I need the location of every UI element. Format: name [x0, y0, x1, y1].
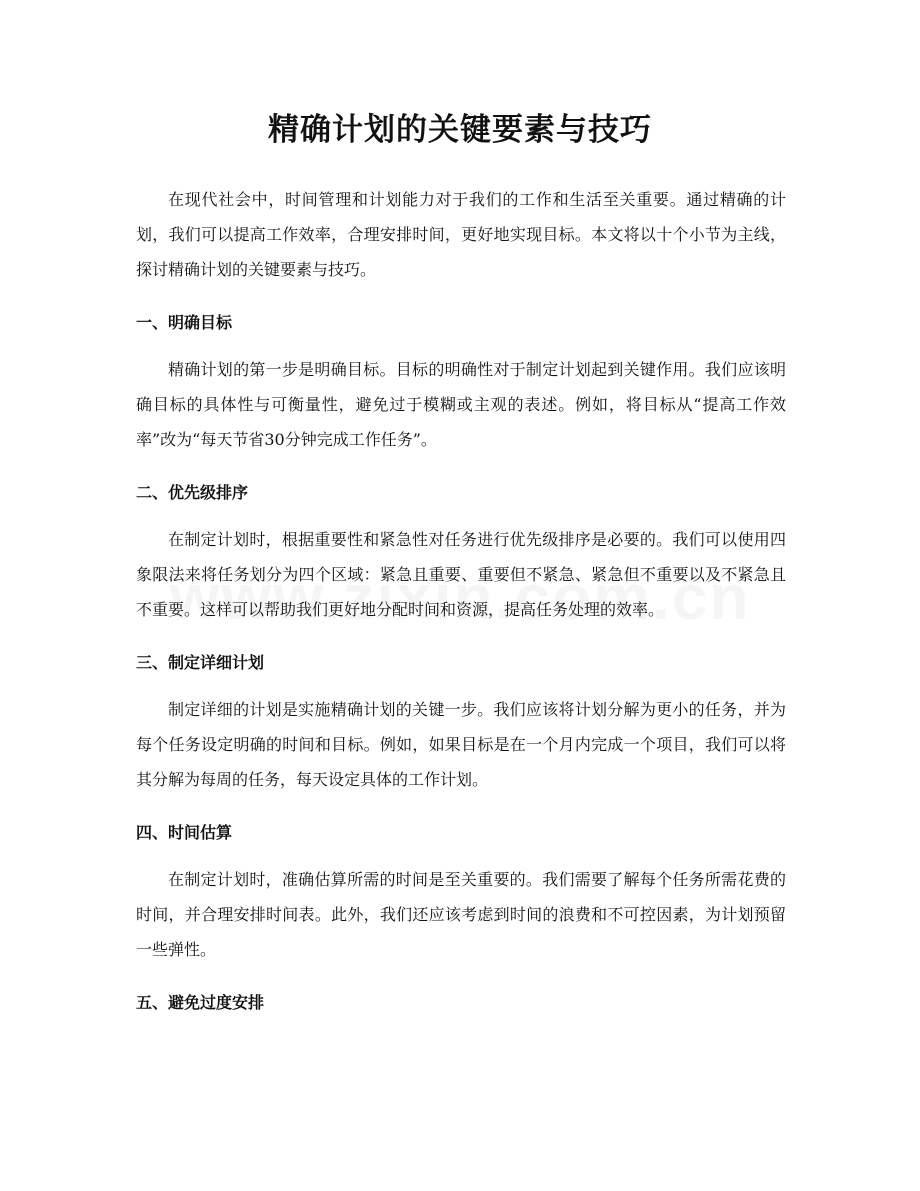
section-3	[136, 648, 786, 797]
section-heading: 四、时间估算	[136, 823, 233, 842]
section-5	[136, 988, 786, 1018]
document-title: 精确计划的关键要素与技巧	[268, 112, 652, 148]
section-paragraph: 精确计划的第一步是明确目标。目标的明确性对于制定计划起到关键作用。我们应该明确目标的具体性与可衡量性，避免过于模糊或主观的表述。例如，将目标从“提高工作效率”改为“每天节省30分钟完成工作任务”。	[136, 360, 786, 449]
section-4	[136, 818, 786, 967]
intro-paragraph: 在现代社会中，时间管理和计划能力对于我们的工作和生活至关重要。通过精确的计划，我们可以提高工作效率，合理安排时间，更好地实现目标。本文将以十个小节为主线，探讨精确计划的关键要素与技巧。	[136, 190, 786, 279]
section-heading: 五、避免过度安排	[136, 993, 265, 1012]
document-body	[136, 182, 786, 1018]
section-paragraph: 在制定计划时，准确估算所需的时间是至关重要的。我们需要了解每个任务所需花费的时间，并合理安排时间表。此外，我们还应该考虑到时间的浪费和不可控因素，为计划预留一些弹性。	[136, 870, 786, 959]
section-1	[136, 308, 786, 457]
section-heading: 三、制定详细计划	[136, 653, 265, 672]
section-2	[136, 478, 786, 627]
section-paragraph: 制定详细的计划是实施精确计划的关键一步。我们应该将计划分解为更小的任务，并为每个任务设定明确的时间和目标。例如，如果目标是在一个月内完成一个项目，我们可以将其分解为每周的任务，每天设定具体的工作计划。	[136, 700, 786, 789]
section-paragraph: 在制定计划时，根据重要性和紧急性对任务进行优先级排序是必要的。我们可以使用四象限法来将任务划分为四个区域：紧急且重要、重要但不紧急、紧急但不重要以及不紧急且不重要。这样可以帮助我们更好地分配时间和资源，提高任务处理的效率。	[136, 530, 786, 619]
section-heading: 二、优先级排序	[136, 483, 249, 502]
section-heading: 一、明确目标	[136, 313, 233, 332]
